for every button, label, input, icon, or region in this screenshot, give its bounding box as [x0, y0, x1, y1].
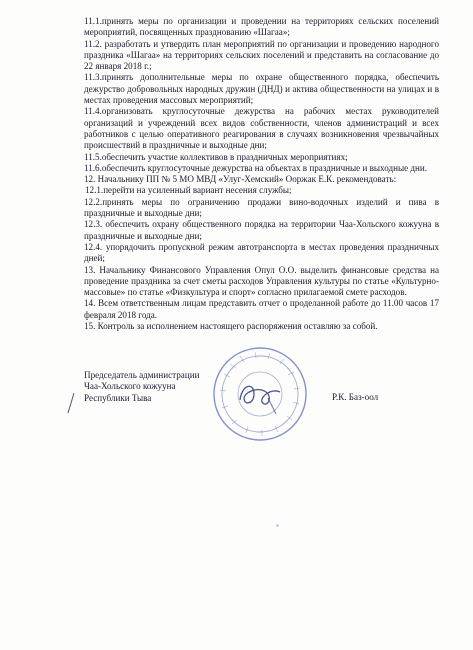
signatory-title: Председатель администрации — [84, 370, 200, 380]
signatory-region: Республики Тыва — [84, 392, 152, 403]
paragraph-13: 13. Начальнику Финансового Управления Опул О.О. выделить финансовые средства на проведение праздника за счет сметы расходов Управления культуры по статье «Культурно-массовые» по статье «Физкультура и спорт» согласно прилагаемой смете расходов. — [84, 264, 439, 298]
scan-speck — [276, 524, 279, 527]
paragraph-11-3: 11.3.принять дополнительные меры по охране общественного порядка, обеспечить дежурство добровольных народных дружин (ДНД) и актива общественности на улицах и в местах проведения массовых мероприятий; — [84, 72, 439, 106]
paragraph-15: 15. Контроль за исполнением настоящего распоряжения оставляю за собой. — [84, 321, 378, 332]
paragraph-12-2: 12.2.принять меры по ограничению продажи вино-водочных изделий и пива в праздничные и выходные дни; — [84, 196, 439, 219]
paragraph-12-3: 12.3. обеспечить охрану общественного порядка на территории Чаа-Хольского кожууна в праздничные и выходные дни; — [84, 219, 439, 241]
paragraph-12-1: 12.1.перейти на усиленный вариант несения службы; — [85, 185, 292, 196]
paragraph-12: 12. Начальнику ПП № 5 МО МВД «Улуг-Хемский» Ооржак Е.К. рекомендовать: — [84, 174, 397, 185]
pen-mark-icon — [64, 392, 78, 414]
document-body — [84, 16, 439, 332]
paragraph-11-4: 11.4.организовать круглосуточные дежурства на рабочих местах руководителей организаций и учреждений всех видов собственности, членов администраций и всех работников с целью оперативного реагирования в случаях возникновения чрезвычайных происшествий в праздничные и выходные дни; — [84, 106, 439, 151]
official-stamp-icon — [210, 344, 310, 444]
paragraph-11-5: 11.5.обеспечить участие коллективов в праздничных мероприятиях; — [84, 151, 348, 162]
signatory-name: Р.К. Баз-оол — [332, 392, 379, 402]
paragraph-11-1: 11.1.принять меры по организации и проведении на территориях сельских поселений мероприятий, посвященных празднованию «Шагаа»; — [84, 16, 439, 38]
paragraph-14: 14. Всем ответственным лицам представить отчет о проделанной работе до 11.00 часов 17 февраля 2018 года. — [84, 298, 439, 320]
paragraph-12-4: 12.4. упорядочить пропускной режим автотранспорта в местах проведения праздничных дней; — [84, 241, 439, 264]
paragraph-11-6: 11.6.обеспечить круглосуточные дежурства на объектах в праздничные и выходные дни. — [84, 162, 428, 173]
paragraph-11-2: 11.2. разработать и утвердить план мероприятий по организации и проведению народного праздника «Шагаа» на территориях сельских поселений и представить на согласование до 22 января 2018 г.; — [84, 38, 439, 72]
signatory-org: Чаа-Хольского кожууна — [84, 381, 176, 392]
